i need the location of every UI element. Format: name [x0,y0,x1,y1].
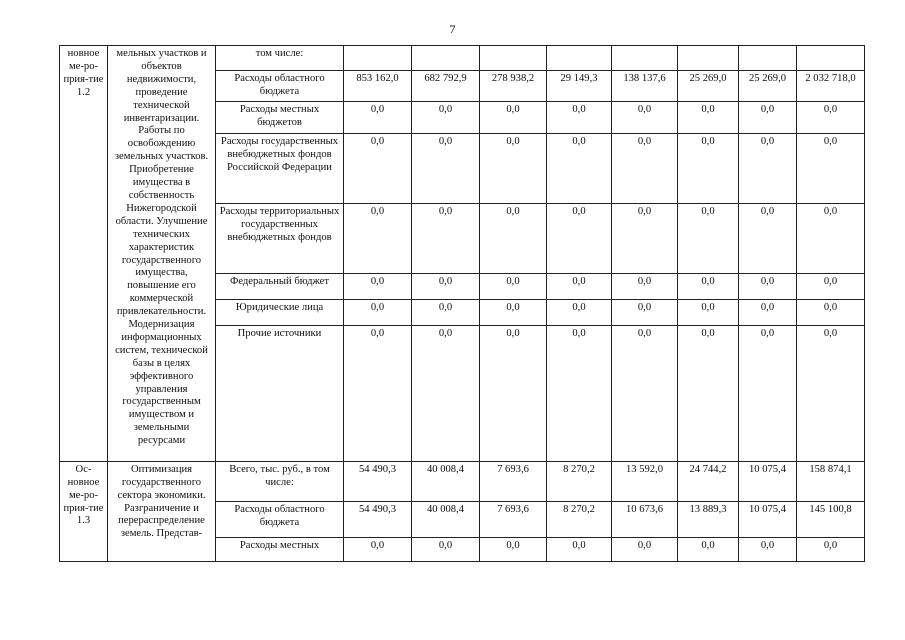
amount-cell: 0,0 [547,133,612,203]
table-row [60,46,865,71]
funding-source-cell: Расходы областного бюджета [216,71,344,102]
amount-cell: 145 100,8 [797,501,865,537]
amount-cell: 158 874,1 [797,461,865,501]
amount-cell: 0,0 [678,299,739,325]
funding-source-cell: Расходы местных бюджетов [216,101,344,133]
amount-cell: 0,0 [480,133,547,203]
amount-cell [797,46,865,71]
amount-cell: 0,0 [612,273,678,299]
measure-kind-cell: Ос-новное ме-ро-прия-тие 1.3 [60,461,108,561]
amount-cell: 0,0 [412,203,480,273]
amount-cell: 0,0 [344,133,412,203]
amount-cell: 10 075,4 [739,461,797,501]
amount-cell: 0,0 [612,101,678,133]
amount-cell [739,46,797,71]
amount-cell: 0,0 [480,273,547,299]
amount-cell: 13 592,0 [612,461,678,501]
funding-source-cell: Всего, тыс. руб., в том числе: [216,461,344,501]
amount-cell: 0,0 [797,325,865,461]
amount-cell: 0,0 [739,273,797,299]
amount-cell [612,46,678,71]
amount-cell: 0,0 [678,537,739,561]
amount-cell: 853 162,0 [344,71,412,102]
amount-cell: 0,0 [480,537,547,561]
amount-cell: 138 137,6 [612,71,678,102]
amount-cell: 8 270,2 [547,501,612,537]
amount-cell: 0,0 [612,537,678,561]
amount-cell: 0,0 [739,325,797,461]
measure-kind-cell: новное ме-ро-прия-тие 1.2 [60,46,108,462]
amount-cell: 0,0 [547,101,612,133]
amount-cell: 0,0 [344,101,412,133]
amount-cell: 0,0 [480,299,547,325]
amount-cell: 0,0 [739,101,797,133]
amount-cell: 0,0 [612,325,678,461]
amount-cell: 0,0 [797,203,865,273]
amount-cell: 24 744,2 [678,461,739,501]
measure-description-cell: Оптимизация государственного сектора экономики. Разграничение и перераспределение земель. Представ- [108,461,216,561]
amount-cell: 0,0 [412,273,480,299]
amount-cell: 0,0 [797,101,865,133]
amount-cell: 0,0 [412,325,480,461]
amount-cell [344,46,412,71]
funding-source-cell: Прочие источники [216,325,344,461]
amount-cell [480,46,547,71]
amount-cell: 10 075,4 [739,501,797,537]
amount-cell: 29 149,3 [547,71,612,102]
amount-cell: 7 693,6 [480,501,547,537]
funding-source-cell: Расходы областного бюджета [216,501,344,537]
amount-cell: 0,0 [480,325,547,461]
amount-cell: 40 008,4 [412,461,480,501]
amount-cell: 0,0 [547,325,612,461]
amount-cell: 8 270,2 [547,461,612,501]
amount-cell [412,46,480,71]
amount-cell: 0,0 [739,133,797,203]
amount-cell: 0,0 [739,537,797,561]
amount-cell: 682 792,9 [412,71,480,102]
amount-cell: 0,0 [412,537,480,561]
funding-source-cell: Расходы местных [216,537,344,561]
amount-cell: 0,0 [480,101,547,133]
amount-cell: 0,0 [797,537,865,561]
amount-cell: 0,0 [678,273,739,299]
amount-cell: 54 490,3 [344,501,412,537]
funding-source-cell: Юридические лица [216,299,344,325]
amount-cell: 0,0 [678,203,739,273]
amount-cell: 0,0 [344,537,412,561]
funding-source-cell: Федеральный бюджет [216,273,344,299]
amount-cell: 0,0 [344,273,412,299]
amount-cell: 0,0 [739,203,797,273]
amount-cell: 0,0 [739,299,797,325]
amount-cell: 0,0 [797,273,865,299]
amount-cell: 0,0 [547,273,612,299]
amount-cell: 0,0 [797,133,865,203]
amount-cell: 7 693,6 [480,461,547,501]
amount-cell: 40 008,4 [412,501,480,537]
funding-source-cell: Расходы территориальных государственных внебюджетных фондов [216,203,344,273]
amount-cell [678,46,739,71]
amount-cell: 0,0 [678,325,739,461]
amount-cell: 0,0 [612,299,678,325]
measure-description-cell: мельных участков и объектов недвижимости, проведение технической инвентаризации. Работы по освобождению земельных участков. Приобретение имущества в собственность Нижегородской области. Улучшение технических характеристик государственного имущества, повышение его коммерческой привлекательности. Модернизация информационных систем, технической базы в целях эффективного управления государственным имуществом и земельными ресурсами [108,46,216,462]
amount-cell: 25 269,0 [678,71,739,102]
amount-cell: 278 938,2 [480,71,547,102]
funding-source-cell: Расходы государственных внебюджетных фондов Российской Федерации [216,133,344,203]
amount-cell: 0,0 [612,203,678,273]
amount-cell: 2 032 718,0 [797,71,865,102]
budget-table [59,45,865,562]
amount-cell: 54 490,3 [344,461,412,501]
amount-cell: 0,0 [344,325,412,461]
amount-cell: 0,0 [797,299,865,325]
amount-cell: 0,0 [412,133,480,203]
amount-cell: 10 673,6 [612,501,678,537]
amount-cell: 0,0 [678,133,739,203]
amount-cell: 0,0 [547,203,612,273]
amount-cell: 0,0 [678,101,739,133]
amount-cell: 0,0 [547,299,612,325]
page-number: 7 [449,22,456,36]
amount-cell [547,46,612,71]
amount-cell: 0,0 [344,203,412,273]
amount-cell: 0,0 [547,537,612,561]
table-row [60,461,865,501]
amount-cell: 0,0 [480,203,547,273]
amount-cell: 25 269,0 [739,71,797,102]
amount-cell: 0,0 [612,133,678,203]
amount-cell: 0,0 [344,299,412,325]
amount-cell: 0,0 [412,101,480,133]
funding-source-cell: том числе: [216,46,344,71]
amount-cell: 0,0 [412,299,480,325]
amount-cell: 13 889,3 [678,501,739,537]
